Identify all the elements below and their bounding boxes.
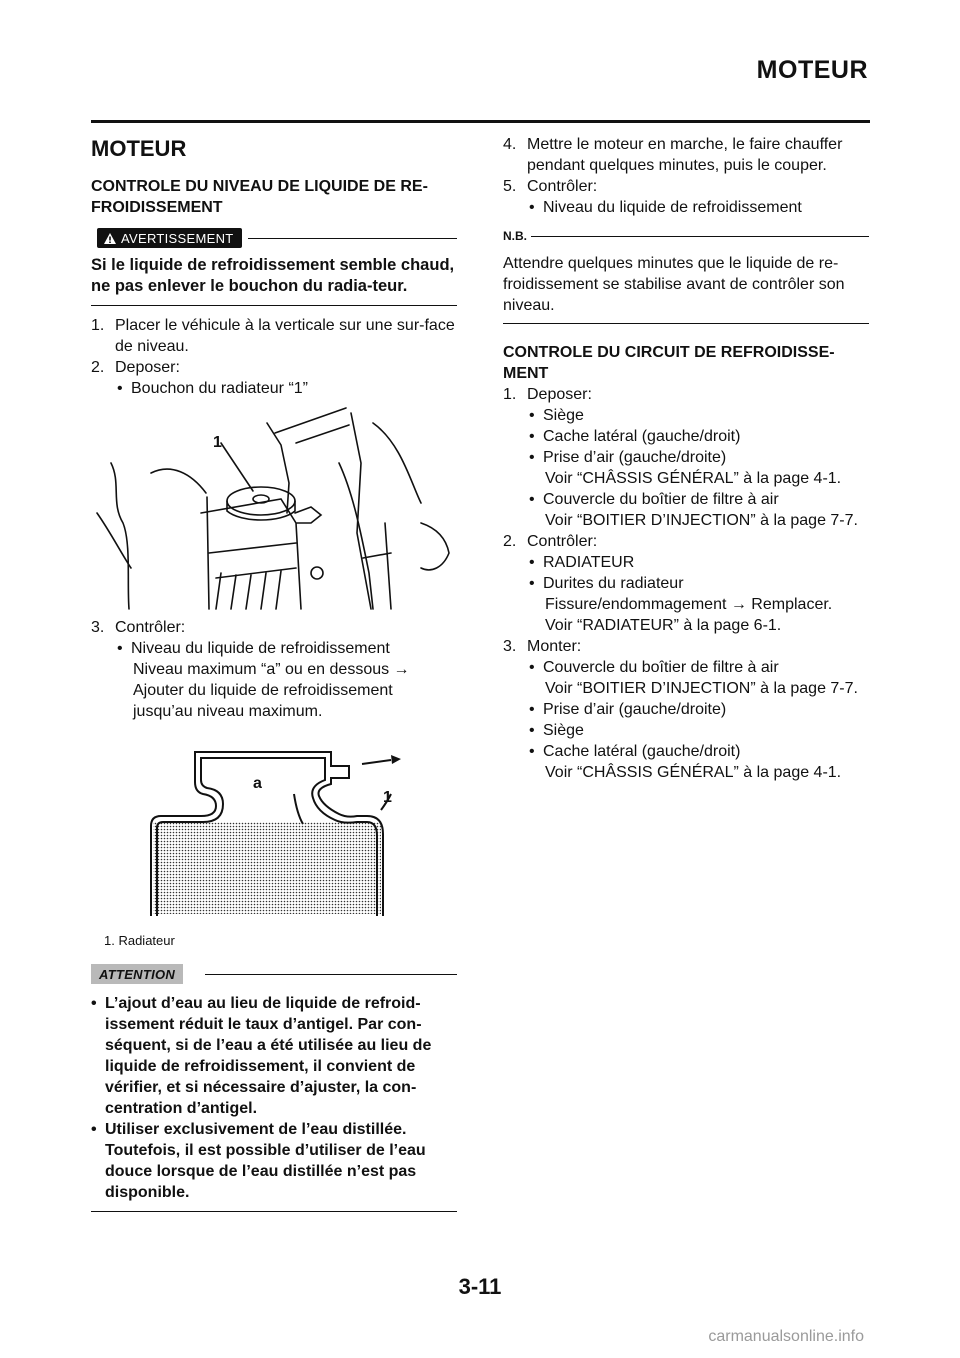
warning-triangle-icon bbox=[103, 232, 117, 245]
circuit-step-3-bullet: • Cache latéral (gauche/droit) bbox=[529, 743, 741, 760]
step-1: 1. Placer le véhicule à la verticale sur une sur-face de niveau. bbox=[91, 317, 455, 355]
step-2: 2. Deposer: bbox=[91, 359, 180, 376]
step-2-bullet: • Bouchon du radiateur “1” bbox=[117, 380, 308, 397]
figure-caption: 1. Radiateur bbox=[104, 933, 175, 948]
page-reference: Voir “BOITIER D’INJECTION” à la page 7-7. bbox=[545, 680, 858, 697]
circuit-step-3-bullet: • Siège bbox=[529, 722, 584, 739]
circuit-step-3-bullet: • Prise d’air (gauche/droite) bbox=[529, 701, 727, 718]
page-reference: Voir “CHÂSSIS GÉNÉRAL” à la page 4-1. bbox=[545, 470, 842, 487]
step-3-line-2: Niveau maximum “a” ou en dessous → bbox=[133, 661, 410, 678]
circuit-step-1: 1. Deposer: bbox=[503, 386, 592, 403]
circuit-step-3-bullet: • Couvercle du boîtier de filtre à air bbox=[529, 659, 779, 676]
figure1-label-1: 1 bbox=[213, 434, 222, 451]
page-reference: Voir “RADIATEUR” à la page 6-1. bbox=[545, 617, 782, 634]
circuit-subsection-title: CONTROLE DU CIRCUIT DE REFROIDISSE-MENT bbox=[503, 344, 835, 382]
left-column bbox=[91, 136, 457, 1212]
circuit-step-3: 3. Monter: bbox=[503, 638, 582, 655]
step-3-line-4: jusqu’au niveau maximum. bbox=[133, 703, 323, 720]
radiator-cap-figure bbox=[91, 403, 457, 615]
figure2-label-1: 1 bbox=[383, 789, 392, 806]
warning-badge bbox=[97, 228, 242, 248]
circuit-step-2-detail: Fissure/endommagement → Remplacer. bbox=[545, 596, 833, 613]
attention-bullet-2: • Utiliser exclusivement de l’eau distillée. Toutefois, il est possible d’utiliser de l’eau douce lorsque de l’eau distillée n’est pas disponible. bbox=[91, 1121, 426, 1201]
section-title: MOTEUR bbox=[91, 136, 187, 161]
circuit-step-2: 2. Contrôler: bbox=[503, 533, 598, 550]
radiator-level-figure bbox=[91, 744, 457, 922]
step-3-line-3: Ajouter du liquide de refroidissement bbox=[133, 682, 393, 699]
right-column bbox=[503, 134, 869, 783]
step-3: 3. Contrôler: bbox=[91, 619, 186, 636]
warning-text: Si le liquide de refroidissement semble chaud, ne pas enlever le bouchon du radia-teur. bbox=[91, 256, 455, 295]
page-reference: Voir “CHÂSSIS GÉNÉRAL” à la page 4-1. bbox=[545, 764, 842, 781]
warning-header bbox=[91, 227, 457, 249]
circuit-step-1-bullet: • Couvercle du boîtier de filtre à air bbox=[529, 491, 779, 508]
step-4: 4. Mettre le moteur en marche, le faire chauffer pendant quelques minutes, puis le couper. bbox=[503, 136, 843, 174]
header-rule bbox=[91, 120, 870, 123]
attention-bullet-1: • L’ajout d’eau au lieu de liquide de refroid-issement réduit le taux d’antigel. Par con-séquent, si de l’eau a été utilisée au lieu de liquide de refroidissement, il convient de vérifier, et si nécessaire d’ajuster, la con-centration d’antigel. bbox=[91, 995, 432, 1117]
nb-text: Attendre quelques minutes que le liquide de re-froidissement se stabilise avant de contrôler son niveau. bbox=[503, 255, 845, 314]
warning-label: AVERTISSEMENT bbox=[121, 230, 234, 246]
page-header-title: MOTEUR bbox=[756, 56, 868, 84]
step-5: 5. Contrôler: bbox=[503, 178, 598, 195]
attention-badge: ATTENTION bbox=[91, 964, 183, 984]
watermark: carmanualsonline.info bbox=[708, 1328, 864, 1345]
circuit-step-2-bullet: • RADIATEUR bbox=[529, 554, 635, 571]
nb-label: N.B. bbox=[503, 229, 527, 243]
attention-header bbox=[91, 963, 457, 985]
circuit-step-2-bullet: • Durites du radiateur bbox=[529, 575, 684, 592]
circuit-step-1-bullet: • Cache latéral (gauche/droit) bbox=[529, 428, 741, 445]
step-5-bullet: • Niveau du liquide de refroidissement bbox=[529, 199, 802, 216]
figure2-label-a: a bbox=[253, 775, 262, 792]
circuit-step-1-bullet: • Prise d’air (gauche/droite) bbox=[529, 449, 727, 466]
step-3-bullet: • Niveau du liquide de refroidissement bbox=[117, 640, 390, 657]
circuit-step-1-bullet: • Siège bbox=[529, 407, 584, 424]
subsection-title: CONTROLE DU NIVEAU DE LIQUIDE DE RE-FROIDISSEMENT bbox=[91, 178, 428, 216]
page-number: 3-11 bbox=[458, 1274, 502, 1299]
page-reference: Voir “BOITIER D’INJECTION” à la page 7-7. bbox=[545, 512, 858, 529]
nb-header bbox=[503, 226, 869, 247]
